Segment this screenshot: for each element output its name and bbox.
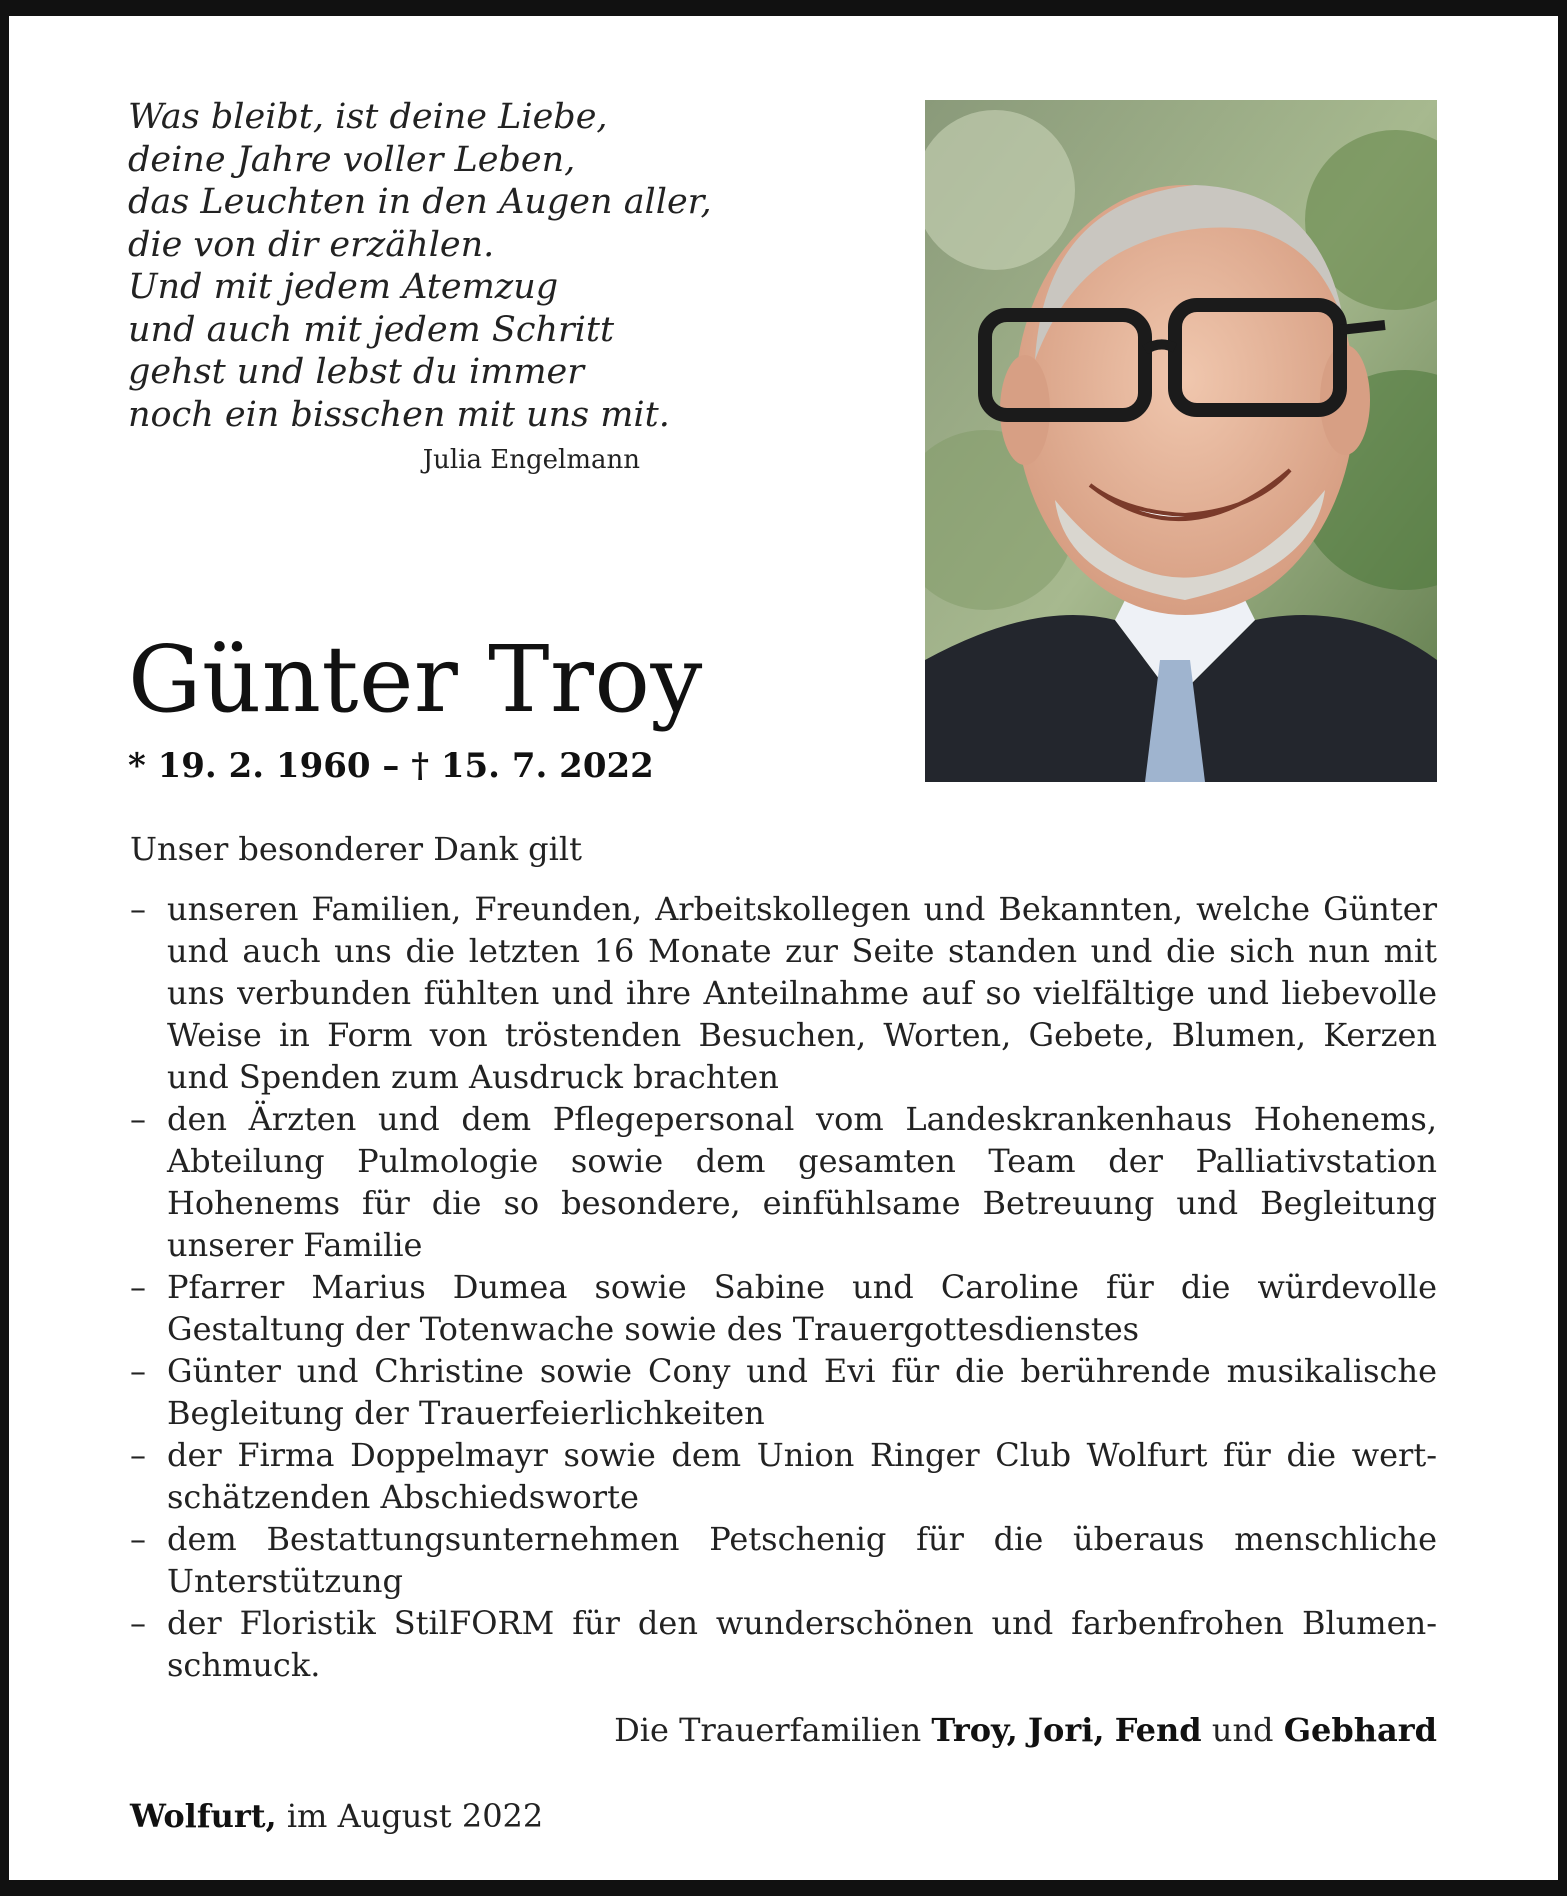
family-signoff — [614, 1711, 1437, 1749]
list-item-text: den Ärzten und dem Pflegepersonal vom Landeskrankenhaus Hohenems, Abteilung Pulmologie sowie dem gesamten Team der Palliativstation Hohenems für die so besondere, einfühlsame Betreuung und Begleitung unserer Familie — [167, 1100, 1437, 1264]
list-item — [130, 1266, 1437, 1350]
family-name: Fend — [1114, 1711, 1202, 1749]
memorial-poem — [128, 96, 712, 436]
poem-line: das Leuchten in den Augen aller, — [128, 182, 712, 222]
place-town: Wolfurt, — [130, 1797, 277, 1835]
place-date — [130, 1797, 543, 1835]
deceased-name: Günter Troy — [128, 626, 703, 733]
list-item-text: unseren Familien, Freunden, Arbeitskollegen und Bekannten, welche Günter und auch uns die letzten 16 Monate zur Seite standen und die sich nun mit uns verbunden fühlten und ihre Anteilnahme auf so vielfältige und liebevolle Weise in Form von tröstenden Besuchen, Worten, Gebete, Blumen, Kerzen und Spenden zum Ausdruck brachten — [167, 890, 1437, 1096]
poem-line: gehst und lebst du immer — [128, 352, 584, 392]
signoff-prefix: Die Trauerfamilien — [614, 1711, 922, 1749]
list-item — [130, 1518, 1437, 1602]
poem-line: Und mit jedem Atemzug — [128, 267, 559, 307]
list-dash: – — [130, 1604, 146, 1642]
list-item — [130, 1098, 1437, 1266]
list-item — [130, 1350, 1437, 1434]
poem-line: und auch mit jedem Schritt — [128, 309, 615, 350]
poem-author: Julia Engelmann — [422, 445, 640, 475]
list-item-text: Günter und Christine sowie Cony und Evi für die berührende musikalische Begleitung der Trauerfeierlichkeiten — [167, 1352, 1437, 1432]
family-name: Jori, — [1027, 1711, 1105, 1749]
family-name: Gebhard — [1283, 1711, 1437, 1749]
list-dash: – — [130, 890, 146, 928]
portrait-photo — [925, 100, 1437, 782]
poem-line: die von dir erzählen. — [128, 224, 495, 265]
place-date-text: im August 2022 — [286, 1797, 544, 1835]
poem-line: Was bleibt, ist deine Liebe, — [128, 97, 608, 137]
poem-line: noch ein bisschen mit uns mit. — [128, 394, 670, 435]
list-item — [130, 1434, 1437, 1518]
list-dash: – — [130, 1100, 146, 1138]
list-item-text: der Firma Doppelmayr sowie dem Union Ringer Club Wolfurt für die wertschätzenden Abschiedsworte — [167, 1436, 1437, 1516]
list-dash: – — [130, 1352, 146, 1390]
thanks-list — [130, 888, 1437, 1686]
list-item-text: der Floristik StilFORM für den wunderschönen und farbenfrohen Blumenschmuck. — [167, 1604, 1437, 1684]
signoff-conjunction: und — [1211, 1711, 1274, 1749]
list-item-text: Pfarrer Marius Dumea sowie Sabine und Caroline für die würdevolle Gestaltung der Totenwache sowie des Trauergottesdienstes — [167, 1268, 1437, 1348]
thanks-intro: Unser besonderer Dank gilt — [130, 830, 582, 868]
life-dates: * 19. 2. 1960 – † 15. 7. 2022 — [128, 746, 654, 786]
poem-line: deine Jahre voller Leben, — [128, 139, 576, 180]
list-item — [130, 1602, 1437, 1686]
list-dash: – — [130, 1436, 146, 1474]
list-item-text: dem Bestattungsunternehmen Petschenig für die überaus menschliche Unterstützung — [167, 1520, 1437, 1600]
list-dash: – — [130, 1520, 146, 1558]
list-item — [130, 888, 1437, 1098]
list-dash: – — [130, 1268, 146, 1306]
family-name: Troy, — [931, 1711, 1018, 1749]
